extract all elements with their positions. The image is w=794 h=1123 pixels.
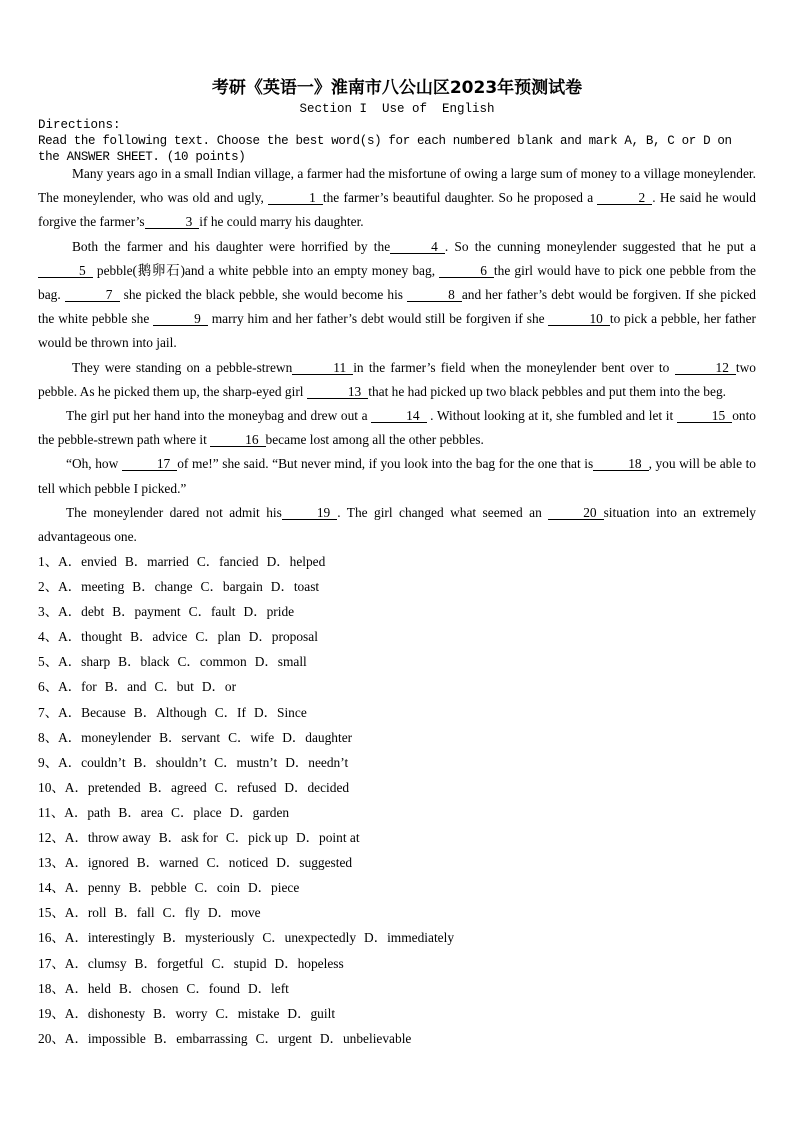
text-run: two pebble. As he picked them up, the sharp-eyed girl <box>38 359 756 399</box>
question-number: 9、 <box>38 754 59 770</box>
answer-option[interactable]: B．worry <box>153 1005 208 1021</box>
answer-option[interactable]: B．married <box>124 554 189 569</box>
answer-option[interactable]: A．pretended <box>64 779 141 795</box>
blank-4: 4 <box>390 240 445 254</box>
answer-option[interactable]: A．ignored <box>64 855 129 871</box>
question-number: 18、 <box>38 980 65 996</box>
answer-option[interactable]: C．urgent <box>255 1030 312 1046</box>
question-number: 5、 <box>38 654 59 670</box>
question-number: 11、 <box>38 804 65 820</box>
blank-13: 13 <box>307 385 368 399</box>
answer-option[interactable]: A．for <box>58 679 97 695</box>
answer-option[interactable]: C．wife <box>228 729 275 745</box>
question-row <box>38 775 758 800</box>
question-row <box>38 750 758 775</box>
answer-option[interactable]: C．common <box>177 654 247 670</box>
answer-option[interactable]: B．and <box>104 679 147 695</box>
answer-option[interactable]: A．couldn’t <box>58 754 126 770</box>
question-number: 7、 <box>38 704 59 720</box>
text-run: situation into an extremely advantageous one. <box>38 504 756 545</box>
text-run: . The girl changed what seemed an <box>337 504 549 520</box>
answer-option[interactable]: C．fault <box>188 604 236 620</box>
question-row <box>38 599 758 624</box>
text-run: The girl put her hand into the moneybag and drew out a <box>66 408 372 424</box>
answer-option[interactable]: C．unexpectedly <box>262 930 357 946</box>
answer-option[interactable]: D．toast <box>270 579 320 595</box>
answer-option[interactable]: C．refused <box>214 779 277 795</box>
answer-option[interactable]: A．held <box>64 980 111 996</box>
question-number: 4、 <box>38 629 59 645</box>
answer-option[interactable]: B．black <box>118 654 170 670</box>
answer-option[interactable]: A．roll <box>64 905 107 921</box>
text-run: in the farmer’s field when the moneylender bent over to <box>353 359 675 375</box>
section-subtitle: Section I Use of English <box>299 102 495 116</box>
answer-option[interactable]: C．If <box>214 704 246 720</box>
question-row <box>38 900 758 925</box>
question-row <box>38 674 758 699</box>
question-number: 14、 <box>38 880 65 896</box>
question-row <box>38 574 758 599</box>
blank-20: 20 <box>548 506 603 520</box>
blank-3: 3 <box>145 215 200 229</box>
text-run: onto the pebble-strewn path where it <box>38 408 756 448</box>
answer-option[interactable]: D．daughter <box>282 729 353 745</box>
answer-option[interactable]: C．bargain <box>200 579 263 595</box>
text-run: “Oh, how <box>66 456 122 472</box>
text-run: Many years ago in a small Indian village, a farmer had the misfortune of owing a large sum of money to a village moneylender. The moneylender, who was old and ugly, <box>38 166 756 206</box>
paragraph-1 <box>38 162 756 235</box>
question-row <box>38 800 758 825</box>
question-row <box>38 1026 758 1051</box>
text-run: if he could marry his daughter. <box>199 214 364 230</box>
answer-option[interactable]: B．fall <box>114 905 155 921</box>
answer-option[interactable]: A．Because <box>58 704 126 720</box>
answer-option[interactable]: D．hopeless <box>274 955 344 971</box>
question-row <box>38 725 758 750</box>
answer-option[interactable]: D．small <box>254 654 307 670</box>
question-row <box>38 1001 758 1026</box>
paragraph-3 <box>38 356 756 404</box>
answer-option[interactable]: C．stupid <box>211 955 267 971</box>
answer-option[interactable]: C．mustn’t <box>214 754 278 770</box>
answer-option[interactable]: A．impossible <box>64 1030 146 1046</box>
question-number: 12、 <box>38 830 65 846</box>
question-row <box>38 825 758 850</box>
answer-option[interactable]: D．guilt <box>287 1005 336 1021</box>
answer-option[interactable]: D．pride <box>243 604 295 620</box>
answer-option[interactable]: B．shouldn’t <box>133 754 207 770</box>
answer-option[interactable]: D．helped <box>266 554 326 569</box>
question-number: 17、 <box>38 955 65 971</box>
text-run: that he had picked up two black pebbles and put them into the beg. <box>368 383 726 399</box>
question-row <box>38 700 758 725</box>
cloze-passage <box>38 162 756 549</box>
paragraph-5 <box>38 452 756 500</box>
answer-option[interactable]: C．fancied <box>196 554 259 569</box>
answer-option[interactable]: C．pick up <box>225 830 288 846</box>
answer-option[interactable]: B．servant <box>159 729 221 745</box>
answer-option[interactable]: C．place <box>171 804 222 820</box>
answer-option[interactable]: D．Since <box>253 704 307 720</box>
question-number: 16、 <box>38 930 65 946</box>
answer-option[interactable]: D．proposal <box>248 629 318 645</box>
text-run: The moneylender dared not admit his <box>66 504 282 520</box>
answer-option[interactable]: D．unbelievable <box>319 1030 412 1046</box>
question-number: 2、 <box>38 579 59 595</box>
question-list <box>38 549 758 1051</box>
question-row <box>38 875 758 900</box>
question-row <box>38 951 758 976</box>
answer-option[interactable]: B．warned <box>136 855 199 871</box>
answer-option[interactable]: C．but <box>154 679 194 695</box>
answer-option[interactable]: C．coin <box>194 880 240 896</box>
blank-19: 19 <box>282 506 337 520</box>
question-row <box>38 850 758 875</box>
answer-option[interactable]: B．ask for <box>158 830 218 846</box>
answer-option[interactable]: B．advice <box>130 629 188 645</box>
blank-12: 12 <box>675 361 736 375</box>
blank-2: 2 <box>597 191 652 205</box>
blank-18: 18 <box>593 457 648 471</box>
answer-option[interactable]: A．throw away <box>64 830 151 846</box>
paragraph-6 <box>38 501 756 549</box>
answer-option[interactable]: A．moneylender <box>58 729 152 745</box>
question-number: 15、 <box>38 905 65 921</box>
answer-option[interactable]: A．interestingly <box>64 930 155 946</box>
text-run: and her father’s debt would be forgiven. If she picked the white pebble she <box>38 287 756 327</box>
question-number: 13、 <box>38 855 65 871</box>
directions-text: Read the following text. Choose the best word(s) for each numbered blank and mark A, B, C or D on the ANSWER SHEET. (10 points) <box>38 134 732 164</box>
answer-option[interactable]: C．found <box>186 980 240 996</box>
answer-option[interactable]: D．piece <box>247 880 300 896</box>
directions-label: Directions: <box>38 118 121 132</box>
text-run: . Without looking at it, she fumbled and let it <box>426 408 677 424</box>
answer-option[interactable]: A．sharp <box>58 654 111 670</box>
text-run: . He said he would forgive the farmer’s <box>38 190 756 230</box>
answer-option[interactable]: B．area <box>118 804 164 820</box>
answer-option[interactable]: A．meeting <box>58 579 125 595</box>
text-run: pebble(鹅卵石)and a white pebble into an empty money bag, <box>92 262 440 278</box>
question-number: 8、 <box>38 729 59 745</box>
blank-14: 14 <box>371 409 426 423</box>
answer-option[interactable]: B．pebble <box>128 880 187 896</box>
text-run: the girl would have to pick one pebble from the bag. <box>38 262 756 303</box>
blank-1: 1 <box>268 191 323 205</box>
answer-option[interactable]: C．mistake <box>215 1005 280 1021</box>
question-number: 20、 <box>38 1030 65 1046</box>
answer-option[interactable]: D．move <box>207 905 261 921</box>
text-run: . So the cunning moneylender suggested that he put a <box>444 238 756 254</box>
answer-option[interactable]: B．mysteriously <box>162 930 255 946</box>
text-run: Both the farmer and his daughter were horrified by the <box>72 238 391 254</box>
answer-option[interactable]: D．needn’t <box>285 754 349 770</box>
question-row <box>38 649 758 674</box>
blank-11: 11 <box>292 361 353 375</box>
paragraph-4 <box>38 404 756 452</box>
blank-10: 10 <box>548 312 609 326</box>
answer-option[interactable]: A．envied <box>58 554 117 569</box>
question-row <box>38 549 758 574</box>
answer-option[interactable]: B．Although <box>133 704 207 720</box>
answer-option[interactable]: D．garden <box>229 804 290 820</box>
answer-option[interactable]: B．embarrassing <box>153 1030 248 1046</box>
answer-option[interactable]: A．path <box>64 804 111 820</box>
text-run: the farmer’s beautiful daughter. So he proposed a <box>322 190 598 206</box>
answer-option[interactable]: A．thought <box>58 629 123 645</box>
blank-6: 6 <box>439 264 494 278</box>
answer-option[interactable]: D．suggested <box>276 855 353 871</box>
question-row <box>38 624 758 649</box>
answer-option[interactable]: A．debt <box>58 604 105 620</box>
answer-option[interactable]: D．or <box>201 679 237 695</box>
question-number: 3、 <box>38 604 59 620</box>
answer-option[interactable]: D．left <box>247 980 289 996</box>
text-run: she picked the black pebble, she would become his <box>119 287 408 303</box>
answer-option[interactable]: B．agreed <box>148 779 207 795</box>
text-run: They were standing on a pebble-strewn <box>72 359 293 375</box>
text-run: became lost among all the other pebbles. <box>265 432 484 448</box>
answer-option[interactable]: B．chosen <box>118 980 179 996</box>
question-number: 19、 <box>38 1005 65 1021</box>
answer-option[interactable]: A．clumsy <box>64 955 127 971</box>
blank-7: 7 <box>65 288 120 302</box>
answer-option[interactable]: B．forgetful <box>134 955 204 971</box>
blank-15: 15 <box>677 409 732 423</box>
answer-option[interactable]: A．dishonesty <box>64 1005 146 1021</box>
text-run: to pick a pebble, her father would be thrown into jail. <box>38 311 756 351</box>
blank-5: 5 <box>38 264 93 278</box>
answer-option[interactable]: B．change <box>132 579 193 595</box>
answer-option[interactable]: C．noticed <box>206 855 269 871</box>
answer-option[interactable]: B．payment <box>112 604 181 620</box>
question-number: 6、 <box>38 679 59 695</box>
blank-8: 8 <box>407 288 462 302</box>
blank-9: 9 <box>153 312 208 326</box>
answer-option[interactable]: C．fly <box>162 905 200 921</box>
answer-option[interactable]: D．point at <box>295 830 360 846</box>
paragraph-2 <box>38 235 756 356</box>
text-run: marry him and her father’s debt would still be forgiven if she <box>207 311 549 327</box>
blank-17: 17 <box>122 457 177 471</box>
page-title: 考研《英语一》淮南市八公山区2023年预测试卷 <box>211 78 583 98</box>
question-row <box>38 976 758 1001</box>
answer-option[interactable]: C．plan <box>195 629 241 645</box>
answer-option[interactable]: D．immediately <box>364 930 455 946</box>
answer-option[interactable]: A．penny <box>64 880 121 896</box>
text-run: , you will be able to tell which pebble I picked.” <box>38 456 756 496</box>
blank-16: 16 <box>210 433 265 447</box>
text-run: of me!” she said. “But never mind, if you look into the bag for the one that is <box>177 456 594 472</box>
question-row <box>38 925 758 950</box>
question-number: 1、 <box>38 554 59 569</box>
question-number: 10、 <box>38 779 65 795</box>
answer-option[interactable]: D．decided <box>284 779 350 795</box>
